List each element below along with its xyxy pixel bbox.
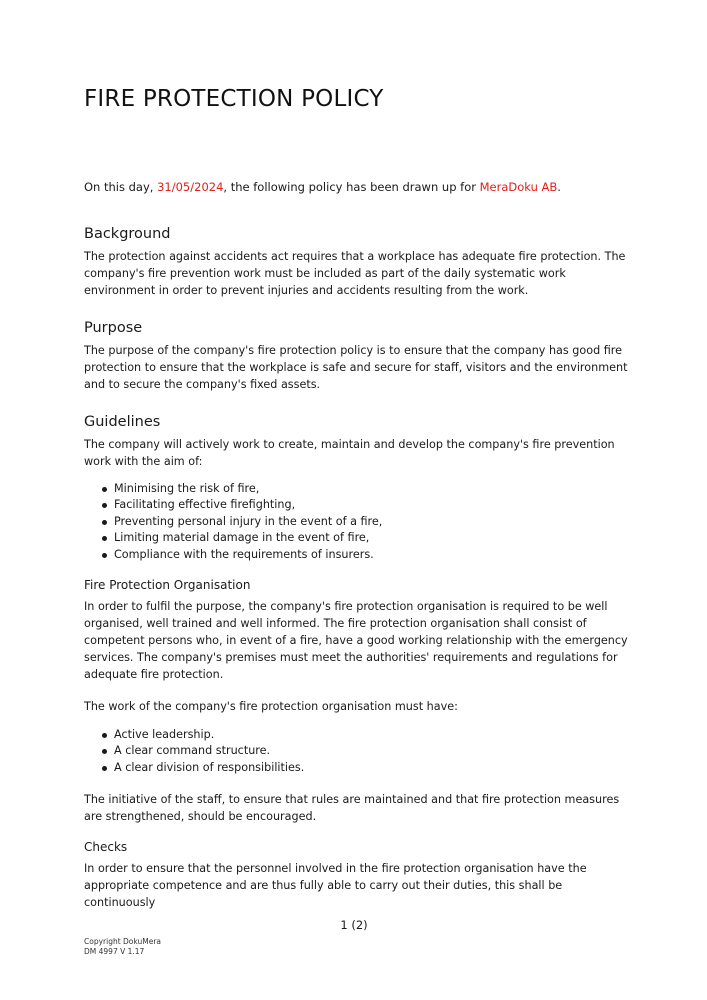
background-text: The protection against accidents act requires that a workplace has adequate fire protection. The company's fire prevention work must be included as part of the daily systematic work environment in order to prevent injuries and accidents resulting from the work. <box>84 250 626 297</box>
guidelines-heading: Guidelines <box>84 414 161 430</box>
organisation-text: In order to fulfil the purpose, the company's fire protection organisation is required to be well organised, well trained and well informed. The fire protection organisation shall consist of competent persons who, in event of a fire, have a good working relationship with the emergency services. The company's premises must meet the authorities' requirements and regulations for adequate fire protection. <box>84 600 628 682</box>
list-item: Limiting material damage in the event of fire, <box>114 530 632 546</box>
intro-prefix: On this day, <box>84 180 158 194</box>
intro-suffix: . <box>557 180 561 194</box>
list-item: Preventing personal injury in the event of a fire, <box>114 514 632 530</box>
intro-middle: , the following policy has been drawn up for <box>223 180 480 194</box>
purpose-text: The purpose of the company's fire protection policy is to ensure that the company has good fire protection to ensure that the workplace is safe and secure for staff, visitors and the environment and to secure the company's fixed assets. <box>84 344 628 391</box>
background-section <box>84 224 632 299</box>
footer-doc-id: DM 4997 V 1.17 <box>84 947 145 956</box>
purpose-heading: Purpose <box>84 320 143 336</box>
list-item: Compliance with the requirements of insurers. <box>114 547 632 563</box>
guidelines-list <box>84 481 632 563</box>
organisation-closing: The initiative of the staff, to ensure that rules are maintained and that fire protection measures are strengthened, should be encouraged. <box>84 793 620 824</box>
policy-date: 31/05/2024 <box>157 180 224 194</box>
list-item: Facilitating effective firefighting, <box>114 497 632 513</box>
guidelines-text: The company will actively work to create, maintain and develop the company's fire prevention work with the aim of: <box>84 438 615 468</box>
background-heading: Background <box>84 226 171 242</box>
list-item: A clear command structure. <box>114 743 632 759</box>
list-item: Minimising the risk of fire, <box>114 481 632 497</box>
organisation-section <box>84 577 632 825</box>
list-item: Active leadership. <box>114 727 632 743</box>
organisation-heading: Fire Protection Organisation <box>84 578 251 593</box>
document-body <box>84 224 632 911</box>
purpose-section <box>84 318 632 393</box>
intro-line <box>84 179 561 196</box>
organisation-list <box>84 727 632 776</box>
page-title: FIRE PROTECTION POLICY <box>84 86 384 112</box>
page-number: 1 (2) <box>340 918 368 932</box>
checks-section <box>84 839 632 911</box>
checks-text: In order to ensure that the personnel involved in the fire protection organisation have the appropriate competence and are thus fully able to carry out their duties, this shall be continuously <box>84 862 587 910</box>
list-item: A clear division of responsibilities. <box>114 760 632 776</box>
organisation-list-intro: The work of the company's fire protection organisation must have: <box>84 700 458 714</box>
guidelines-section <box>84 412 632 563</box>
footer <box>84 937 161 957</box>
company-name: MeraDoku AB <box>479 180 558 194</box>
footer-copyright: Copyright DokuMera <box>84 937 162 946</box>
checks-heading: Checks <box>84 840 128 855</box>
